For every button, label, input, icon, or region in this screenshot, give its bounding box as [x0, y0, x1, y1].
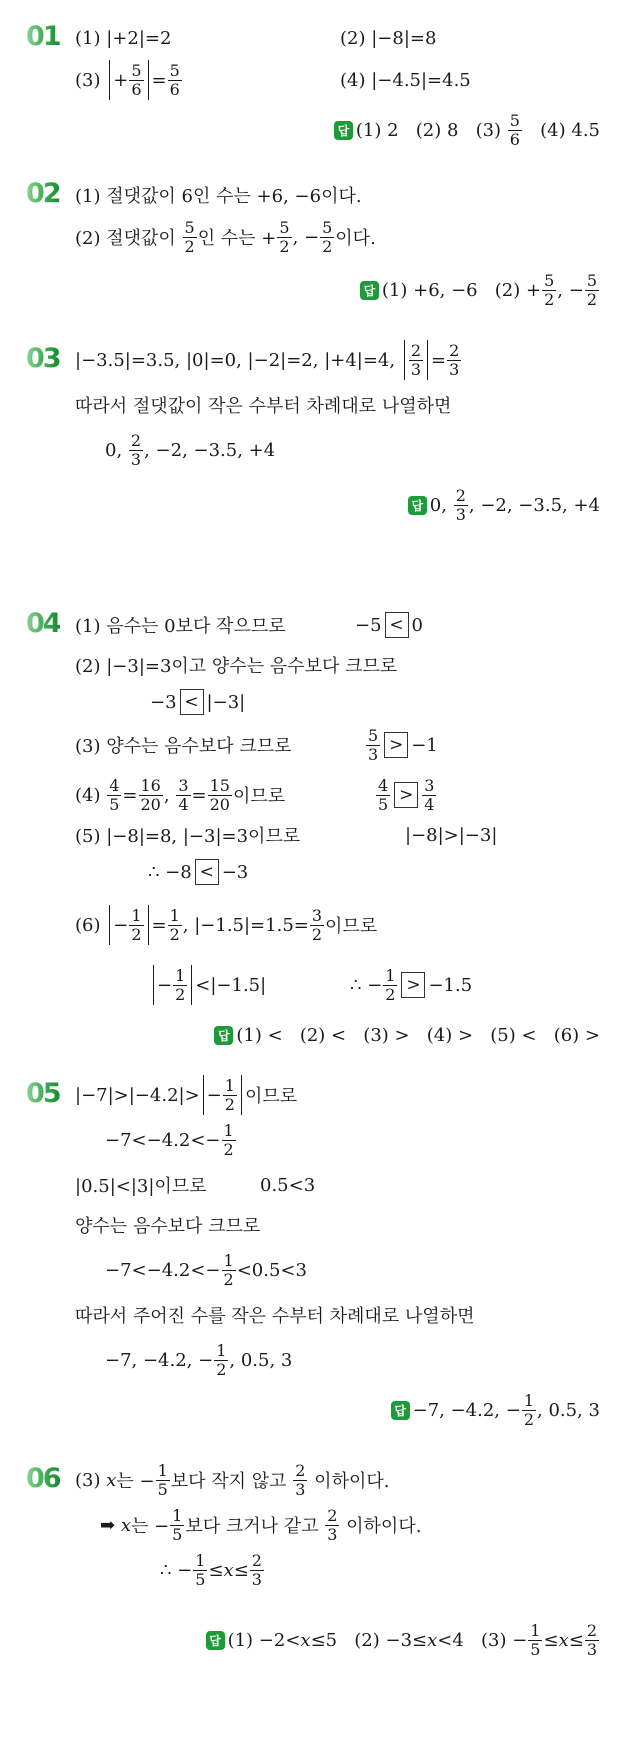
numerator: 2: [410, 340, 422, 360]
fraction: [310, 907, 324, 944]
variable: x: [427, 1629, 438, 1651]
fraction: [129, 432, 143, 469]
fraction: [214, 1342, 228, 1379]
denominator: 2: [385, 984, 396, 1004]
solution-line: [75, 173, 362, 217]
fraction: [170, 1507, 184, 1544]
fraction: [277, 219, 291, 256]
denominator: 6: [509, 129, 520, 149]
solution-line: [148, 850, 248, 894]
denominator: 2: [184, 236, 195, 256]
numerator: 1: [216, 1340, 227, 1360]
math-text: 이다.: [335, 228, 376, 249]
solution-line-result: [365, 723, 438, 767]
solution-line: [75, 215, 376, 259]
math-text: +: [113, 69, 129, 91]
math-text: , −: [557, 279, 584, 301]
math-text: 는 −: [116, 1471, 155, 1492]
denominator: 3: [251, 1569, 262, 1589]
numerator: 1: [530, 1620, 541, 1640]
variable: x: [223, 1559, 234, 1581]
solution-line: [75, 383, 451, 427]
problem-number: 06: [26, 1463, 60, 1494]
numerator: 5: [586, 270, 597, 290]
math-text: ∴ −8: [148, 861, 192, 883]
numerator: 5: [322, 217, 333, 237]
math-text: (3) 양수는 음수보다 크므로: [75, 736, 292, 757]
math-text: (2) 절댓값이: [75, 228, 182, 249]
solution-line: [75, 58, 183, 102]
math-text: ≤: [208, 1559, 224, 1581]
math-text: |−7|>|−4.2|>: [75, 1084, 200, 1106]
solution-line: [160, 1548, 265, 1592]
numerator: 3: [424, 775, 435, 795]
math-text: =: [151, 69, 167, 91]
solution-line-result: [405, 813, 497, 857]
solution-line: [150, 680, 245, 724]
fraction: [193, 1552, 207, 1589]
numerator: 1: [523, 1390, 535, 1410]
math-text: ≤: [568, 1629, 584, 1651]
numerator: 3: [311, 905, 323, 925]
denominator: 2: [311, 924, 323, 944]
denominator: 2: [279, 236, 290, 256]
math-text: 따라서 주어진 수를 작은 수부터 차례대로 나열하면: [75, 1306, 475, 1327]
variable: x: [106, 1469, 117, 1491]
answer-icon: 답: [206, 1631, 225, 1650]
solution-line-result: [260, 1163, 315, 1207]
problem-number: 01: [26, 21, 60, 52]
numerator: 2: [586, 1620, 597, 1640]
math-text: −7<−4.2<−: [105, 1259, 221, 1281]
answer-icon: 답: [360, 281, 379, 300]
answer-box: >: [394, 782, 418, 808]
solution-line: [105, 1118, 237, 1162]
solution-line: [105, 1338, 292, 1382]
fraction: [528, 1622, 542, 1659]
math-text: −5: [355, 614, 382, 636]
fraction: [522, 1392, 536, 1429]
denominator: 3: [410, 359, 422, 379]
absolute-value: [404, 340, 428, 380]
denominator: 3: [449, 359, 460, 379]
math-text: ➡: [100, 1514, 121, 1536]
answer-line: [334, 108, 600, 152]
math-text: ≤5 (2) −3≤: [310, 1629, 428, 1651]
math-text: ≤: [233, 1559, 249, 1581]
denominator: 2: [544, 289, 555, 309]
problem-number: 03: [26, 343, 60, 374]
math-text: 보다 크거나 같고: [185, 1516, 325, 1537]
fraction: [176, 777, 190, 814]
math-text: <4 (3) −: [437, 1629, 528, 1651]
fraction: [376, 777, 390, 814]
math-text: , 0.5, 3: [229, 1349, 293, 1371]
denominator: 20: [140, 794, 161, 814]
numerator: 1: [195, 1550, 206, 1570]
variable: x: [300, 1629, 311, 1651]
math-text: (1) −2<: [227, 1629, 301, 1651]
numerator: 1: [385, 965, 396, 985]
math-text: ,: [163, 784, 176, 806]
answer-line: [408, 483, 600, 527]
numerator: 2: [455, 485, 466, 505]
variable: x: [120, 1514, 131, 1536]
math-text: (1) |+2|=2: [75, 27, 172, 49]
fraction: [139, 777, 163, 814]
math-text: =: [151, 914, 167, 936]
solution-line: [75, 773, 285, 817]
solution-line: [150, 963, 266, 1007]
math-text: (1) +6, −6 (2) +: [381, 279, 542, 301]
variable: x: [558, 1629, 569, 1651]
fraction: [585, 272, 599, 309]
math-text: 0,: [105, 439, 128, 461]
answer-line: [214, 1013, 600, 1057]
denominator: 5: [157, 1479, 168, 1499]
answer-line: [391, 1388, 600, 1432]
numerator: 5: [184, 217, 195, 237]
numerator: 3: [178, 775, 189, 795]
math-text: −7, −4.2, −: [412, 1399, 521, 1421]
math-text: ∴ −: [160, 1559, 193, 1581]
math-text: (4): [75, 784, 107, 806]
numerator: 5: [169, 60, 180, 80]
math-text: (4) 4.5: [522, 119, 600, 141]
math-text: 보다 작지 않고: [170, 1471, 293, 1492]
absolute-value: [203, 1075, 242, 1115]
solution-line: [75, 1458, 389, 1502]
math-text: , 0.5, 3: [537, 1399, 600, 1421]
math-text: 따라서 절댓값이 작은 수부터 차례대로 나열하면: [75, 396, 452, 417]
fraction: [168, 62, 182, 99]
denominator: 3: [586, 1639, 597, 1659]
numerator: 1: [172, 1505, 183, 1525]
fraction: [173, 967, 187, 1004]
denominator: 20: [209, 794, 230, 814]
solution-line-result: [355, 603, 423, 647]
absolute-value: [109, 60, 148, 100]
math-text: (2) |−8|=8: [340, 27, 437, 49]
problem-number: 02: [26, 178, 60, 209]
math-text: (5) |−8|=8, |−3|=3이므로: [75, 826, 301, 847]
numerator: 4: [109, 775, 120, 795]
numerator: 4: [378, 775, 389, 795]
math-text: (4) |−4.5|=4.5: [340, 69, 471, 91]
math-text: |−3|: [206, 691, 246, 713]
denominator: 5: [109, 794, 120, 814]
denominator: 2: [223, 1139, 234, 1159]
solution-line: [100, 1503, 421, 1547]
math-text: −: [206, 1084, 222, 1106]
math-text: (6): [75, 914, 107, 936]
denominator: 2: [131, 924, 142, 944]
math-text: 이므로: [232, 786, 286, 807]
math-text: |−3.5|=3.5, |0|=0, |−2|=2, |+4|=4,: [75, 349, 401, 371]
answer-icon: 답: [408, 496, 427, 515]
denominator: 6: [131, 79, 142, 99]
denominator: 2: [523, 1409, 535, 1429]
math-text: =: [122, 784, 138, 806]
math-text: <|−1.5|: [195, 974, 267, 996]
numerator: 1: [131, 905, 142, 925]
numerator: 2: [251, 1550, 262, 1570]
fraction: [422, 777, 436, 814]
denominator: 2: [216, 1359, 227, 1379]
numerator: 5: [131, 60, 142, 80]
denominator: 5: [530, 1639, 541, 1659]
solution-line: [75, 1203, 260, 1247]
math-text: 0,: [429, 494, 453, 516]
math-text: −7, −4.2, −: [105, 1349, 214, 1371]
problem-number: 04: [26, 608, 60, 639]
solution-line-result: [340, 16, 436, 60]
math-text: =: [191, 784, 207, 806]
problem-number: 05: [26, 1078, 60, 1109]
denominator: 5: [172, 1524, 183, 1544]
numerator: 5: [368, 725, 379, 745]
numerator: 5: [279, 217, 290, 237]
solution-line-result: [340, 58, 471, 102]
fraction: [447, 342, 461, 379]
solution-line: [75, 1293, 474, 1337]
denominator: 3: [455, 504, 466, 524]
solution-line: [75, 1073, 297, 1117]
math-text: 이하이다.: [308, 1471, 390, 1492]
math-text: (1) 음수는 0보다 작으므로: [75, 616, 286, 637]
numerator: 1: [223, 1250, 234, 1270]
numerator: 16: [140, 775, 161, 795]
denominator: 4: [178, 794, 189, 814]
math-text: −: [113, 914, 129, 936]
fraction: [107, 777, 121, 814]
math-text: 인 수는 +: [197, 228, 277, 249]
fraction: [508, 112, 522, 149]
absolute-value: [109, 905, 148, 945]
fraction: [223, 1077, 237, 1114]
denominator: 2: [169, 924, 180, 944]
answer-box: >: [384, 732, 408, 758]
denominator: 4: [424, 794, 435, 814]
denominator: 3: [327, 1524, 338, 1544]
solution-line: [75, 723, 292, 767]
solution-line-result: [375, 773, 437, 817]
math-text: ∴ −: [350, 974, 383, 996]
math-text: 이므로: [244, 1086, 298, 1107]
solution-line: [75, 338, 462, 382]
numerator: 1: [224, 1075, 235, 1095]
math-text: (1) 절댓값이 6인 수는 +6, −6이다.: [75, 186, 362, 207]
answer-line: [206, 1618, 600, 1662]
math-text: −3: [150, 691, 177, 713]
fraction: [129, 907, 143, 944]
math-text: , −2, −3.5, +4: [468, 494, 600, 516]
numerator: 2: [449, 340, 460, 360]
solution-line: [75, 16, 171, 60]
answer-icon: 답: [214, 1026, 233, 1045]
math-text: , −2, −3.5, +4: [144, 439, 276, 461]
math-text: (1) < (2) < (3) > (4) > (5) < (6) >: [236, 1024, 600, 1046]
answer-box: <: [195, 859, 219, 885]
numerator: 5: [544, 270, 555, 290]
denominator: 3: [130, 449, 142, 469]
answer-box: >: [401, 972, 425, 998]
solution-line: [75, 903, 377, 947]
fraction: [409, 342, 423, 379]
solution-line: [105, 1248, 307, 1292]
denominator: 2: [224, 1094, 235, 1114]
solution-line: [75, 1163, 207, 1207]
fraction: [156, 1462, 170, 1499]
fraction: [383, 967, 397, 1004]
math-text: ≤: [543, 1629, 559, 1651]
math-text: 0: [411, 614, 423, 636]
answer-icon: 답: [391, 1401, 410, 1420]
fraction: [250, 1552, 264, 1589]
math-text: 는 −: [130, 1516, 170, 1537]
denominator: 6: [169, 79, 180, 99]
math-text: (1) 2 (2) 8 (3): [355, 119, 507, 141]
denominator: 3: [368, 744, 379, 764]
fraction: [168, 907, 182, 944]
denominator: 2: [586, 289, 597, 309]
math-text: −: [157, 974, 173, 996]
math-text: −1: [411, 734, 438, 756]
math-text: |0.5|<|3|이므로: [75, 1176, 207, 1197]
denominator: 3: [295, 1479, 306, 1499]
fraction: [366, 727, 380, 764]
fraction: [222, 1252, 236, 1289]
numerator: 1: [169, 905, 180, 925]
numerator: 1: [175, 965, 186, 985]
numerator: 2: [130, 430, 142, 450]
fraction: [183, 219, 197, 256]
math-text: −3: [221, 861, 249, 883]
math-text: , |−1.5|=1.5=: [182, 914, 309, 936]
math-text: 이하이다.: [340, 1516, 422, 1537]
denominator: 5: [378, 794, 389, 814]
math-text: (3): [75, 1469, 107, 1491]
fraction: [542, 272, 556, 309]
denominator: 2: [175, 984, 186, 1004]
denominator: 2: [322, 236, 333, 256]
math-text: −7<−4.2<−: [105, 1129, 221, 1151]
math-text: 양수는 음수보다 크므로: [75, 1216, 261, 1237]
solution-line: [75, 603, 286, 647]
fraction: [585, 1622, 599, 1659]
numerator: 15: [209, 775, 230, 795]
absolute-value: [153, 965, 192, 1005]
numerator: 2: [327, 1505, 338, 1525]
answer-line: [360, 268, 600, 312]
math-text: , −: [292, 226, 320, 248]
fraction: [325, 1507, 339, 1544]
math-text: |−8|>|−3|: [405, 824, 498, 846]
fraction: [129, 62, 143, 99]
math-text: <0.5<3: [236, 1259, 307, 1281]
answer-box: <: [180, 689, 204, 715]
fraction: [320, 219, 334, 256]
math-text: 이므로: [325, 916, 378, 937]
numerator: 5: [509, 110, 520, 130]
solution-line: [105, 428, 275, 472]
math-text: =: [431, 349, 447, 371]
numerator: 1: [223, 1120, 234, 1140]
denominator: 5: [195, 1569, 206, 1589]
math-text: −1.5: [428, 974, 473, 996]
math-text: (3): [75, 69, 107, 91]
denominator: 2: [223, 1269, 234, 1289]
fraction: [208, 777, 232, 814]
math-text: 0.5<3: [260, 1174, 316, 1196]
fraction: [293, 1462, 307, 1499]
numerator: 2: [295, 1460, 306, 1480]
fraction: [222, 1122, 236, 1159]
answer-box: <: [385, 612, 409, 638]
solution-line-result: [350, 963, 472, 1007]
numerator: 1: [157, 1460, 168, 1480]
answer-icon: 답: [334, 121, 353, 140]
math-text: (2) |−3|=3이고 양수는 음수보다 크므로: [75, 656, 398, 677]
fraction: [454, 487, 468, 524]
